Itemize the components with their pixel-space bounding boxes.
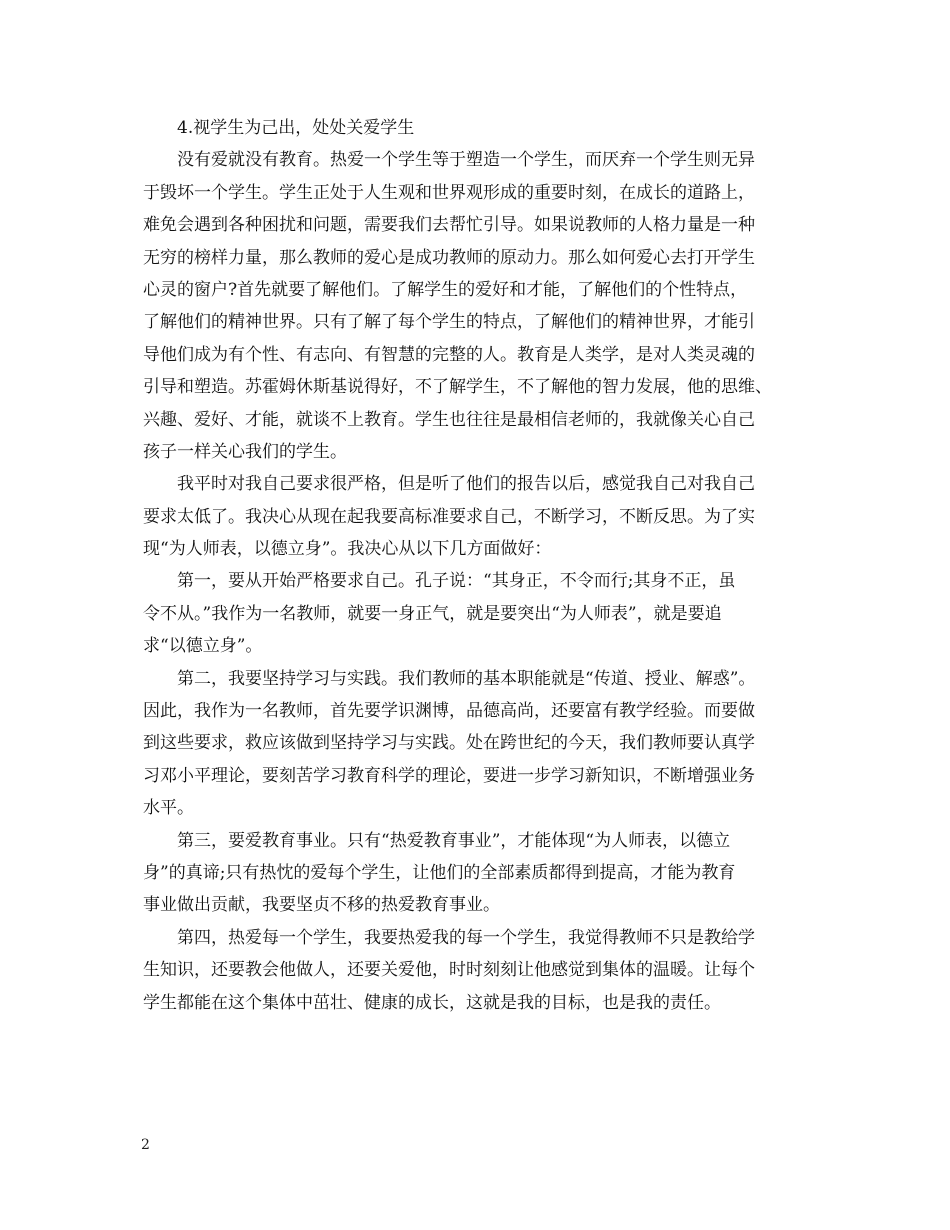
text-line: 无穷的榜样力量，那么教师的爱心是成功教师的原动力。那么如何爱心去打开学生 xyxy=(143,247,755,268)
text-line: 现“为人师表，以德立身”。我决心从以下几方面做好： xyxy=(143,539,552,560)
text-line: 学生都能在这个集体中茁壮、健康的成长，这就是我的目标，也是我的责任。 xyxy=(143,992,721,1013)
text-line: 导他们成为有个性、有志向、有智慧的完整的人。教育是人类学，是对人类灵魂的 xyxy=(143,344,755,365)
text-line: 事业做出贡献，我要坚贞不移的热爱教育事业。 xyxy=(143,895,500,916)
text-line: 引导和塑造。苏霍姆休斯基说得好，不了解学生，不了解他的智力发展，他的思维、 xyxy=(143,377,772,398)
text-line: 于毁坏一个学生。学生正处于人生观和世界观形成的重要时刻，在成长的道路上， xyxy=(143,182,755,203)
text-line: 求“以德立身”。 xyxy=(143,636,263,657)
text-line: 到这些要求，救应该做到坚持学习与实践。处在跨世纪的今天，我们教师要认真学 xyxy=(143,733,755,754)
text-line: 心灵的窗户?首先就要了解他们。了解学生的爱好和才能，了解他们的个性特点， xyxy=(143,279,748,300)
text-line: 孩子一样关心我们的学生。 xyxy=(143,441,347,462)
text-line: 习邓小平理论，要刻苦学习教育科学的理论，要进一步学习新知识，不断增强业务 xyxy=(143,765,755,786)
text-line: 第二，我要坚持学习与实践。我们教师的基本职能就是“传道、授业、解惑”。 xyxy=(177,668,756,689)
text-line: 第三，要爱教育事业。只有“热爱教育事业”，才能体现“为人师表，以德立 xyxy=(177,830,731,851)
text-line: 第一，要从开始严格要求自己。孔子说：“其身正，不令而行;其身不正，虽 xyxy=(177,571,736,592)
text-line: 4.视学生为己出，处处关爱学生 xyxy=(177,118,415,138)
text-line: 第四，热爱每一个学生，我要热爱我的每一个学生，我觉得教师不只是教给学 xyxy=(177,927,755,948)
text-line: 了解他们的精神世界。只有了解了每个学生的特点，了解他们的精神世界，才能引 xyxy=(143,312,755,333)
text-line: 令不从。”我作为一名教师，就要一身正气，就是要突出“为人师表”，就是要追 xyxy=(143,603,722,624)
text-line: 身”的真谛;只有热忱的爱每个学生，让他们的全部素质都得到提高，才能为教育 xyxy=(143,862,736,883)
text-line: 因此，我作为一名教师，首先要学识渊博，品德高尚，还要富有教学经验。而要做 xyxy=(143,701,755,722)
text-line: 没有爱就没有教育。热爱一个学生等于塑造一个学生，而厌弃一个学生则无异 xyxy=(177,150,755,171)
text-line: 生知识，还要教会他做人，还要关爱他，时时刻刻让他感觉到集体的温暖。让每个 xyxy=(143,960,755,981)
text-line: 难免会遇到各种困扰和问题，需要我们去帮忙引导。如果说教师的人格力量是一种 xyxy=(143,215,755,236)
text-line: 要求太低了。我决心从现在起我要高标准要求自己，不断学习，不断反思。为了实 xyxy=(143,506,755,527)
text-line: 我平时对我自己要求很严格，但是听了他们的报告以后，感觉我自己对我自己 xyxy=(177,474,755,495)
document-body xyxy=(143,112,815,1019)
text-line: 兴趣、爱好、才能，就谈不上教育。学生也往往是最相信老师的，我就像关心自己 xyxy=(143,409,755,430)
text-line: 水平。 xyxy=(143,798,194,819)
page-number: 2 xyxy=(141,1137,150,1153)
